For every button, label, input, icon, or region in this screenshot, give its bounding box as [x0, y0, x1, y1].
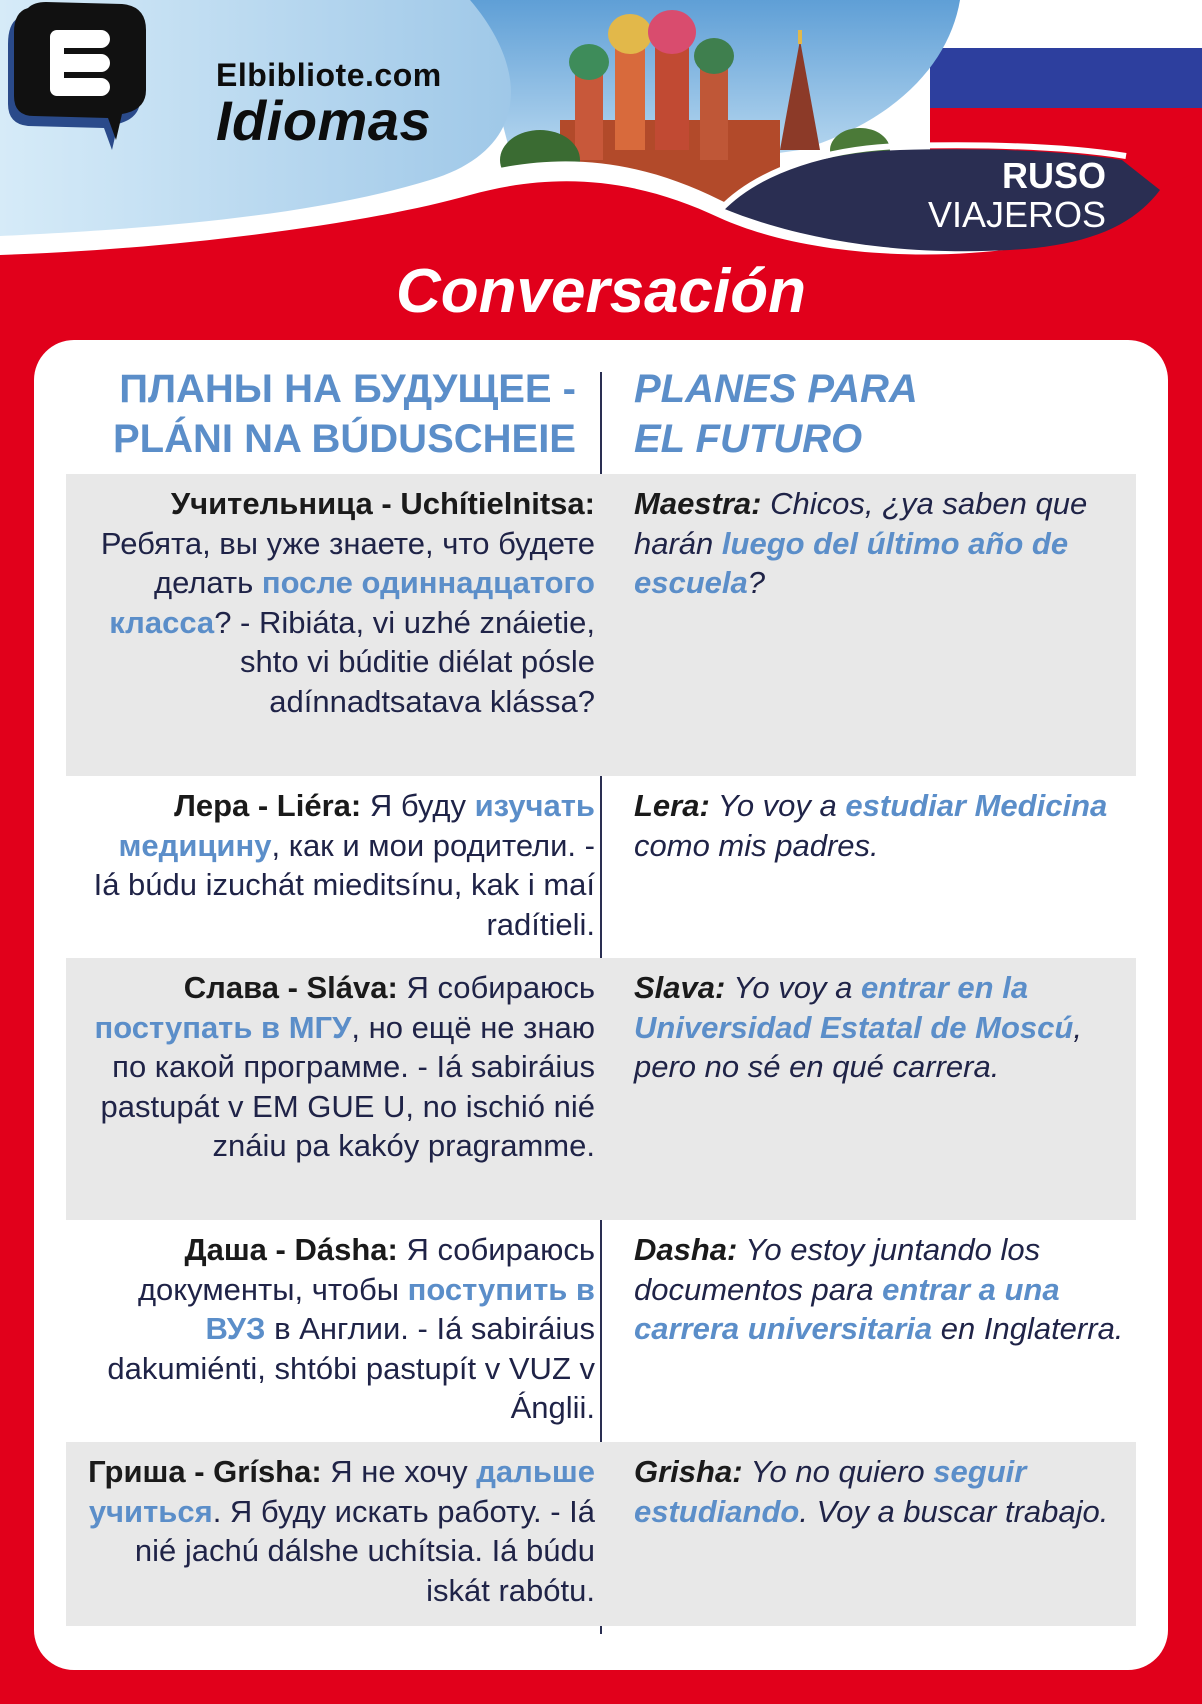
line-text: Yo estoy juntando los documentos para	[634, 1232, 1041, 1307]
highlighted-phrase: entrar a una carrera universitaria	[634, 1271, 1060, 1347]
spanish-line	[634, 786, 1124, 865]
line-text: Я собираюсь	[397, 970, 595, 1005]
spanish-line	[634, 1230, 1124, 1349]
line-text: en Inglaterra.	[932, 1311, 1124, 1347]
line-text: ?	[747, 565, 766, 601]
speaker-name: Lera:	[634, 788, 710, 823]
highlighted-phrase: после одиннадцатого класса	[109, 565, 595, 640]
brand-site: Elbibliote.com	[216, 57, 442, 93]
line-text: Yo voy a	[725, 970, 861, 1005]
header	[0, 0, 1202, 262]
line-text: como mis padres.	[634, 827, 879, 863]
russian-line	[86, 786, 595, 944]
page-title: Conversación	[395, 257, 807, 326]
spanish-line	[634, 1452, 1124, 1531]
brand-name: Idiomas	[216, 89, 432, 152]
highlighted-phrase: дальше учиться	[88, 1454, 595, 1529]
russian-title-line-1: ПЛАНЫ НА БУДУЩЕЕ -	[119, 367, 576, 411]
line-text: Ребята, вы уже знаете, что будете делать	[100, 525, 595, 601]
line-text: , pero no sé en qué carrera.	[634, 1009, 1082, 1085]
spanish-line	[634, 484, 1124, 603]
highlighted-phrase: поступить в ВУЗ	[205, 1271, 595, 1347]
speaker-name: Слава - Sláva:	[183, 970, 398, 1005]
conversation-card	[34, 340, 1168, 1670]
speaker-name: Учительница - Uchítielnitsa:	[170, 486, 595, 521]
chat-bubble-book-icon	[0, 0, 148, 150]
line-text: . Voy a buscar trabajo.	[799, 1493, 1109, 1529]
line-text: . Я буду искать работу. - Iá nié jachú dálshe uchítsia. Iá búdu iskát rabótu.	[134, 1493, 595, 1608]
highlighted-phrase: seguir estudiando	[634, 1454, 1027, 1529]
speaker-name: Maestra:	[634, 486, 762, 521]
line-text: в Англии. - Iá sabiráius dakumiénti, shtóbi pastupít v VUZ v Ánglii.	[107, 1311, 595, 1426]
language-tag	[928, 157, 1106, 235]
dialogue-row	[66, 1442, 1136, 1626]
line-text: Yo voy a	[709, 788, 846, 823]
russian-line	[86, 484, 595, 722]
line-text: Я буду	[361, 788, 475, 823]
speaker-name: Гриша - Grísha:	[88, 1454, 322, 1489]
line-text: , как и мои родители. - Iá búdu izuchát mieditsínu, kak i maí radítieli.	[93, 827, 595, 942]
dialogue-row	[66, 1220, 1136, 1442]
russian-column-title	[113, 364, 576, 464]
level-label: VIAJEROS	[927, 194, 1106, 235]
dialogue-row	[66, 958, 1136, 1220]
line-text: Chicos, ¿ya saben que harán	[634, 486, 1088, 561]
speaker-name: Лера - Liéra:	[174, 788, 362, 823]
russian-line	[86, 968, 595, 1166]
speaker-name: Slava:	[634, 970, 726, 1005]
highlighted-phrase: estudiar Medicina	[845, 788, 1108, 823]
line-text: , но ещё не знаю по какой программе. - Iá sabiráius pastupát v EM GUE U, no ischió nié znáiu pa kakóy pragramme.	[100, 1009, 595, 1164]
dialogue-row	[66, 776, 1136, 958]
speaker-name: Grisha:	[634, 1454, 743, 1489]
spanish-line	[634, 968, 1124, 1087]
line-text: Yo no quiero	[742, 1454, 934, 1489]
highlighted-phrase: поступать в МГУ	[94, 1009, 352, 1045]
line-text: Я собираюсь документы, чтобы	[137, 1232, 595, 1307]
highlighted-phrase: entrar en la Universidad Estatal de Moscú	[634, 970, 1074, 1045]
language-label: RUSO	[1001, 155, 1106, 196]
spanish-column-title	[634, 364, 918, 464]
russian-line	[86, 1452, 595, 1610]
spanish-title-line-1: PLANES PARA	[634, 367, 918, 411]
highlighted-phrase: изучать медицину	[118, 788, 595, 863]
highlighted-phrase: luego del último año de escuela	[634, 525, 1069, 601]
russian-title-line-2: PLÁNI NA BÚDUSCHEIE	[113, 417, 576, 461]
russian-line	[86, 1230, 595, 1428]
dialogue-row	[66, 474, 1136, 776]
line-text: Я не хочу	[321, 1454, 477, 1489]
spanish-title-line-2: EL FUTURO	[634, 417, 863, 461]
speaker-name: Даша - Dásha:	[184, 1232, 398, 1267]
speaker-name: Dasha:	[634, 1232, 738, 1267]
line-text: ? - Ribiáta, vi uzhé znáietie, shto vi búditie diélat pósle adínnadtsatava klássa?	[214, 604, 595, 719]
